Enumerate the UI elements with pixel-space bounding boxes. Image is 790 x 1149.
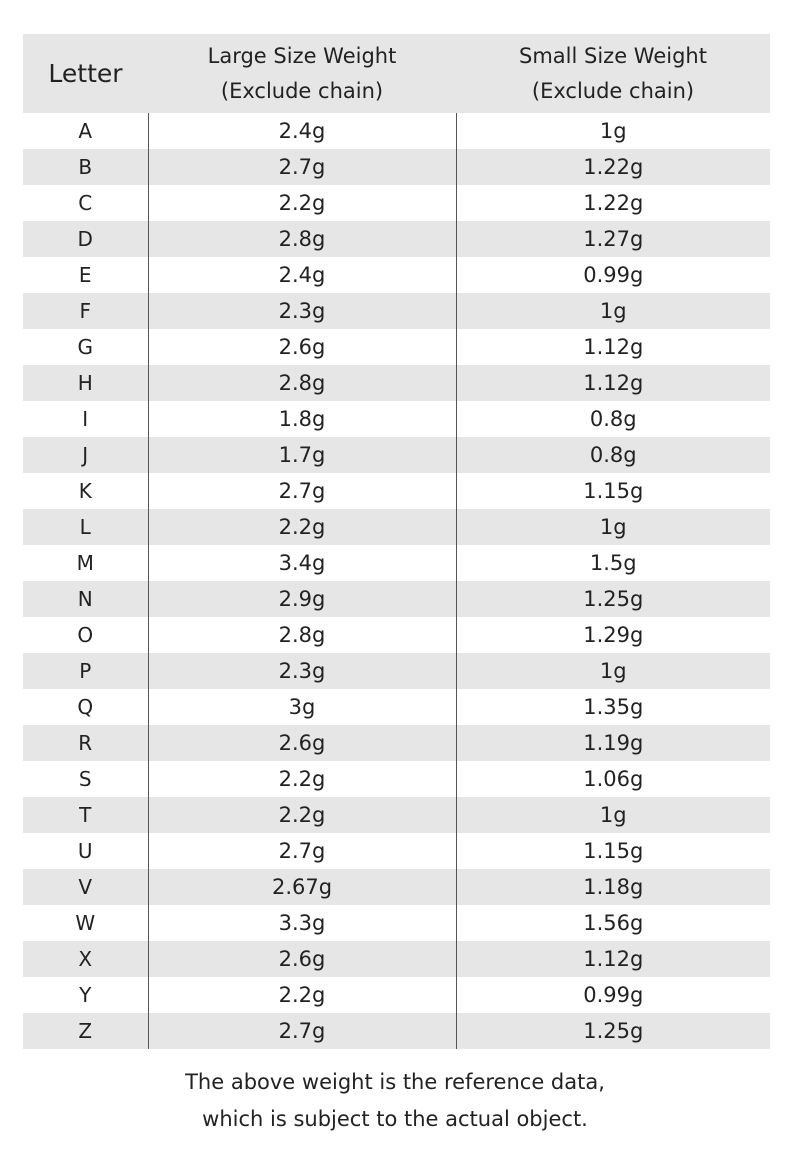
- cell-large-weight: 3.4g: [148, 545, 456, 581]
- table-row: [23, 761, 770, 797]
- cell-letter: D: [77, 227, 93, 251]
- header-small-line1: Small Size Weight: [519, 43, 707, 68]
- table-row: [23, 905, 770, 941]
- cell-letter: E: [78, 263, 92, 287]
- cell-large-weight: 2.4g: [148, 257, 456, 293]
- table-row: [23, 869, 770, 905]
- table-row: [23, 581, 770, 617]
- cell-small-weight: 1.15g: [583, 479, 644, 503]
- cell-large-weight: 2.7g: [148, 833, 456, 869]
- cell-large-weight: 2.3g: [148, 293, 456, 329]
- cell-large-weight: 2.8g: [148, 221, 456, 257]
- cell-letter: F: [79, 299, 91, 323]
- cell-large-weight: 2.2g: [148, 761, 456, 797]
- table-row: [23, 545, 770, 581]
- cell-letter: P: [79, 659, 92, 683]
- cell-small-weight: 1.27g: [583, 227, 644, 251]
- cell-letter: V: [78, 875, 93, 899]
- cell-small-weight: 1g: [599, 515, 627, 539]
- table-header-row: [23, 34, 770, 113]
- cell-large-weight: 2.2g: [148, 977, 456, 1013]
- cell-letter: R: [78, 731, 93, 755]
- table-row: [23, 401, 770, 437]
- table-row: [23, 977, 770, 1013]
- cell-letter: S: [78, 767, 92, 791]
- cell-small-weight: 1.22g: [583, 155, 644, 179]
- table-row: [23, 689, 770, 725]
- table-row: [23, 293, 770, 329]
- cell-small-weight: 1g: [599, 299, 627, 323]
- table-row: [23, 653, 770, 689]
- cell-letter: I: [82, 407, 89, 431]
- weight-table-container: [23, 34, 770, 1049]
- cell-small-weight: 1.5g: [589, 551, 637, 575]
- cell-small-weight: 1.35g: [583, 695, 644, 719]
- footnote-line2: which is subject to the actual object.: [202, 1107, 588, 1131]
- cell-small-weight: 0.8g: [589, 407, 637, 431]
- cell-letter: K: [78, 479, 92, 503]
- cell-small-weight: 1.25g: [583, 1019, 644, 1043]
- cell-large-weight: 2.2g: [148, 509, 456, 545]
- cell-letter: Y: [79, 983, 92, 1007]
- cell-small-weight: 1g: [599, 803, 627, 827]
- letter-weight-table: [23, 34, 770, 1049]
- cell-large-weight: 2.9g: [148, 581, 456, 617]
- cell-letter: H: [77, 371, 93, 395]
- cell-letter: L: [79, 515, 91, 539]
- cell-small-weight: 1.29g: [583, 623, 644, 647]
- cell-small-weight: 1.12g: [583, 371, 644, 395]
- cell-letter: N: [77, 587, 93, 611]
- cell-large-weight: 2.7g: [148, 149, 456, 185]
- table-row: [23, 617, 770, 653]
- cell-small-weight: 1.56g: [583, 911, 644, 935]
- cell-small-weight: 1.18g: [583, 875, 644, 899]
- header-letter: Letter: [48, 59, 123, 88]
- cell-small-weight: 1g: [599, 119, 627, 143]
- table-row: [23, 509, 770, 545]
- footnote-line1: The above weight is the reference data,: [185, 1070, 605, 1094]
- table-row: [23, 725, 770, 761]
- cell-letter: B: [78, 155, 93, 179]
- cell-letter: O: [77, 623, 94, 647]
- cell-small-weight: 1.19g: [583, 731, 644, 755]
- header-small-size-weight: [456, 34, 770, 113]
- cell-large-weight: 2.67g: [148, 869, 456, 905]
- cell-large-weight: 2.7g: [148, 1013, 456, 1049]
- header-large-line1: Large Size Weight: [207, 43, 397, 68]
- cell-letter: T: [79, 803, 92, 827]
- table-row: [23, 941, 770, 977]
- footnote: [0, 1064, 790, 1138]
- cell-letter: W: [75, 911, 96, 935]
- cell-letter: U: [77, 839, 93, 863]
- cell-small-weight: 0.8g: [589, 443, 637, 467]
- cell-letter: A: [78, 119, 93, 143]
- table-row: [23, 113, 770, 149]
- cell-letter: M: [76, 551, 94, 575]
- cell-large-weight: 2.8g: [148, 617, 456, 653]
- cell-large-weight: 2.6g: [148, 725, 456, 761]
- cell-letter: J: [82, 443, 89, 467]
- cell-large-weight: 1.8g: [148, 401, 456, 437]
- cell-letter: Z: [78, 1019, 93, 1043]
- cell-small-weight: 1.22g: [583, 191, 644, 215]
- table-row: [23, 257, 770, 293]
- cell-small-weight: 1.12g: [583, 335, 644, 359]
- table-body: [23, 113, 770, 1049]
- cell-large-weight: 2.6g: [148, 329, 456, 365]
- cell-letter: Q: [77, 695, 94, 719]
- cell-small-weight: 0.99g: [583, 263, 644, 287]
- cell-letter: X: [78, 947, 93, 971]
- cell-letter: G: [77, 335, 93, 359]
- table-row: [23, 797, 770, 833]
- cell-large-weight: 2.4g: [148, 113, 456, 149]
- table-row: [23, 185, 770, 221]
- table-row: [23, 329, 770, 365]
- table-row: [23, 473, 770, 509]
- cell-large-weight: 1.7g: [148, 437, 456, 473]
- cell-large-weight: 2.2g: [148, 185, 456, 221]
- cell-large-weight: 3g: [148, 689, 456, 725]
- cell-large-weight: 2.8g: [148, 365, 456, 401]
- table-row: [23, 437, 770, 473]
- table-row: [23, 833, 770, 869]
- cell-large-weight: 2.7g: [148, 473, 456, 509]
- cell-small-weight: 1.06g: [583, 767, 644, 791]
- table-row: [23, 221, 770, 257]
- cell-large-weight: 2.6g: [148, 941, 456, 977]
- header-large-size-weight: [148, 34, 456, 113]
- cell-large-weight: 2.2g: [148, 797, 456, 833]
- cell-large-weight: 3.3g: [148, 905, 456, 941]
- cell-small-weight: 1.12g: [583, 947, 644, 971]
- cell-small-weight: 1.25g: [583, 587, 644, 611]
- table-row: [23, 1013, 770, 1049]
- cell-letter: C: [78, 191, 93, 215]
- cell-large-weight: 2.3g: [148, 653, 456, 689]
- cell-small-weight: 1.15g: [583, 839, 644, 863]
- header-large-line2: (Exclude chain): [220, 78, 384, 103]
- header-small-line2: (Exclude chain): [531, 78, 695, 103]
- cell-small-weight: 1g: [599, 659, 627, 683]
- cell-small-weight: 0.99g: [583, 983, 644, 1007]
- table-row: [23, 149, 770, 185]
- table-row: [23, 365, 770, 401]
